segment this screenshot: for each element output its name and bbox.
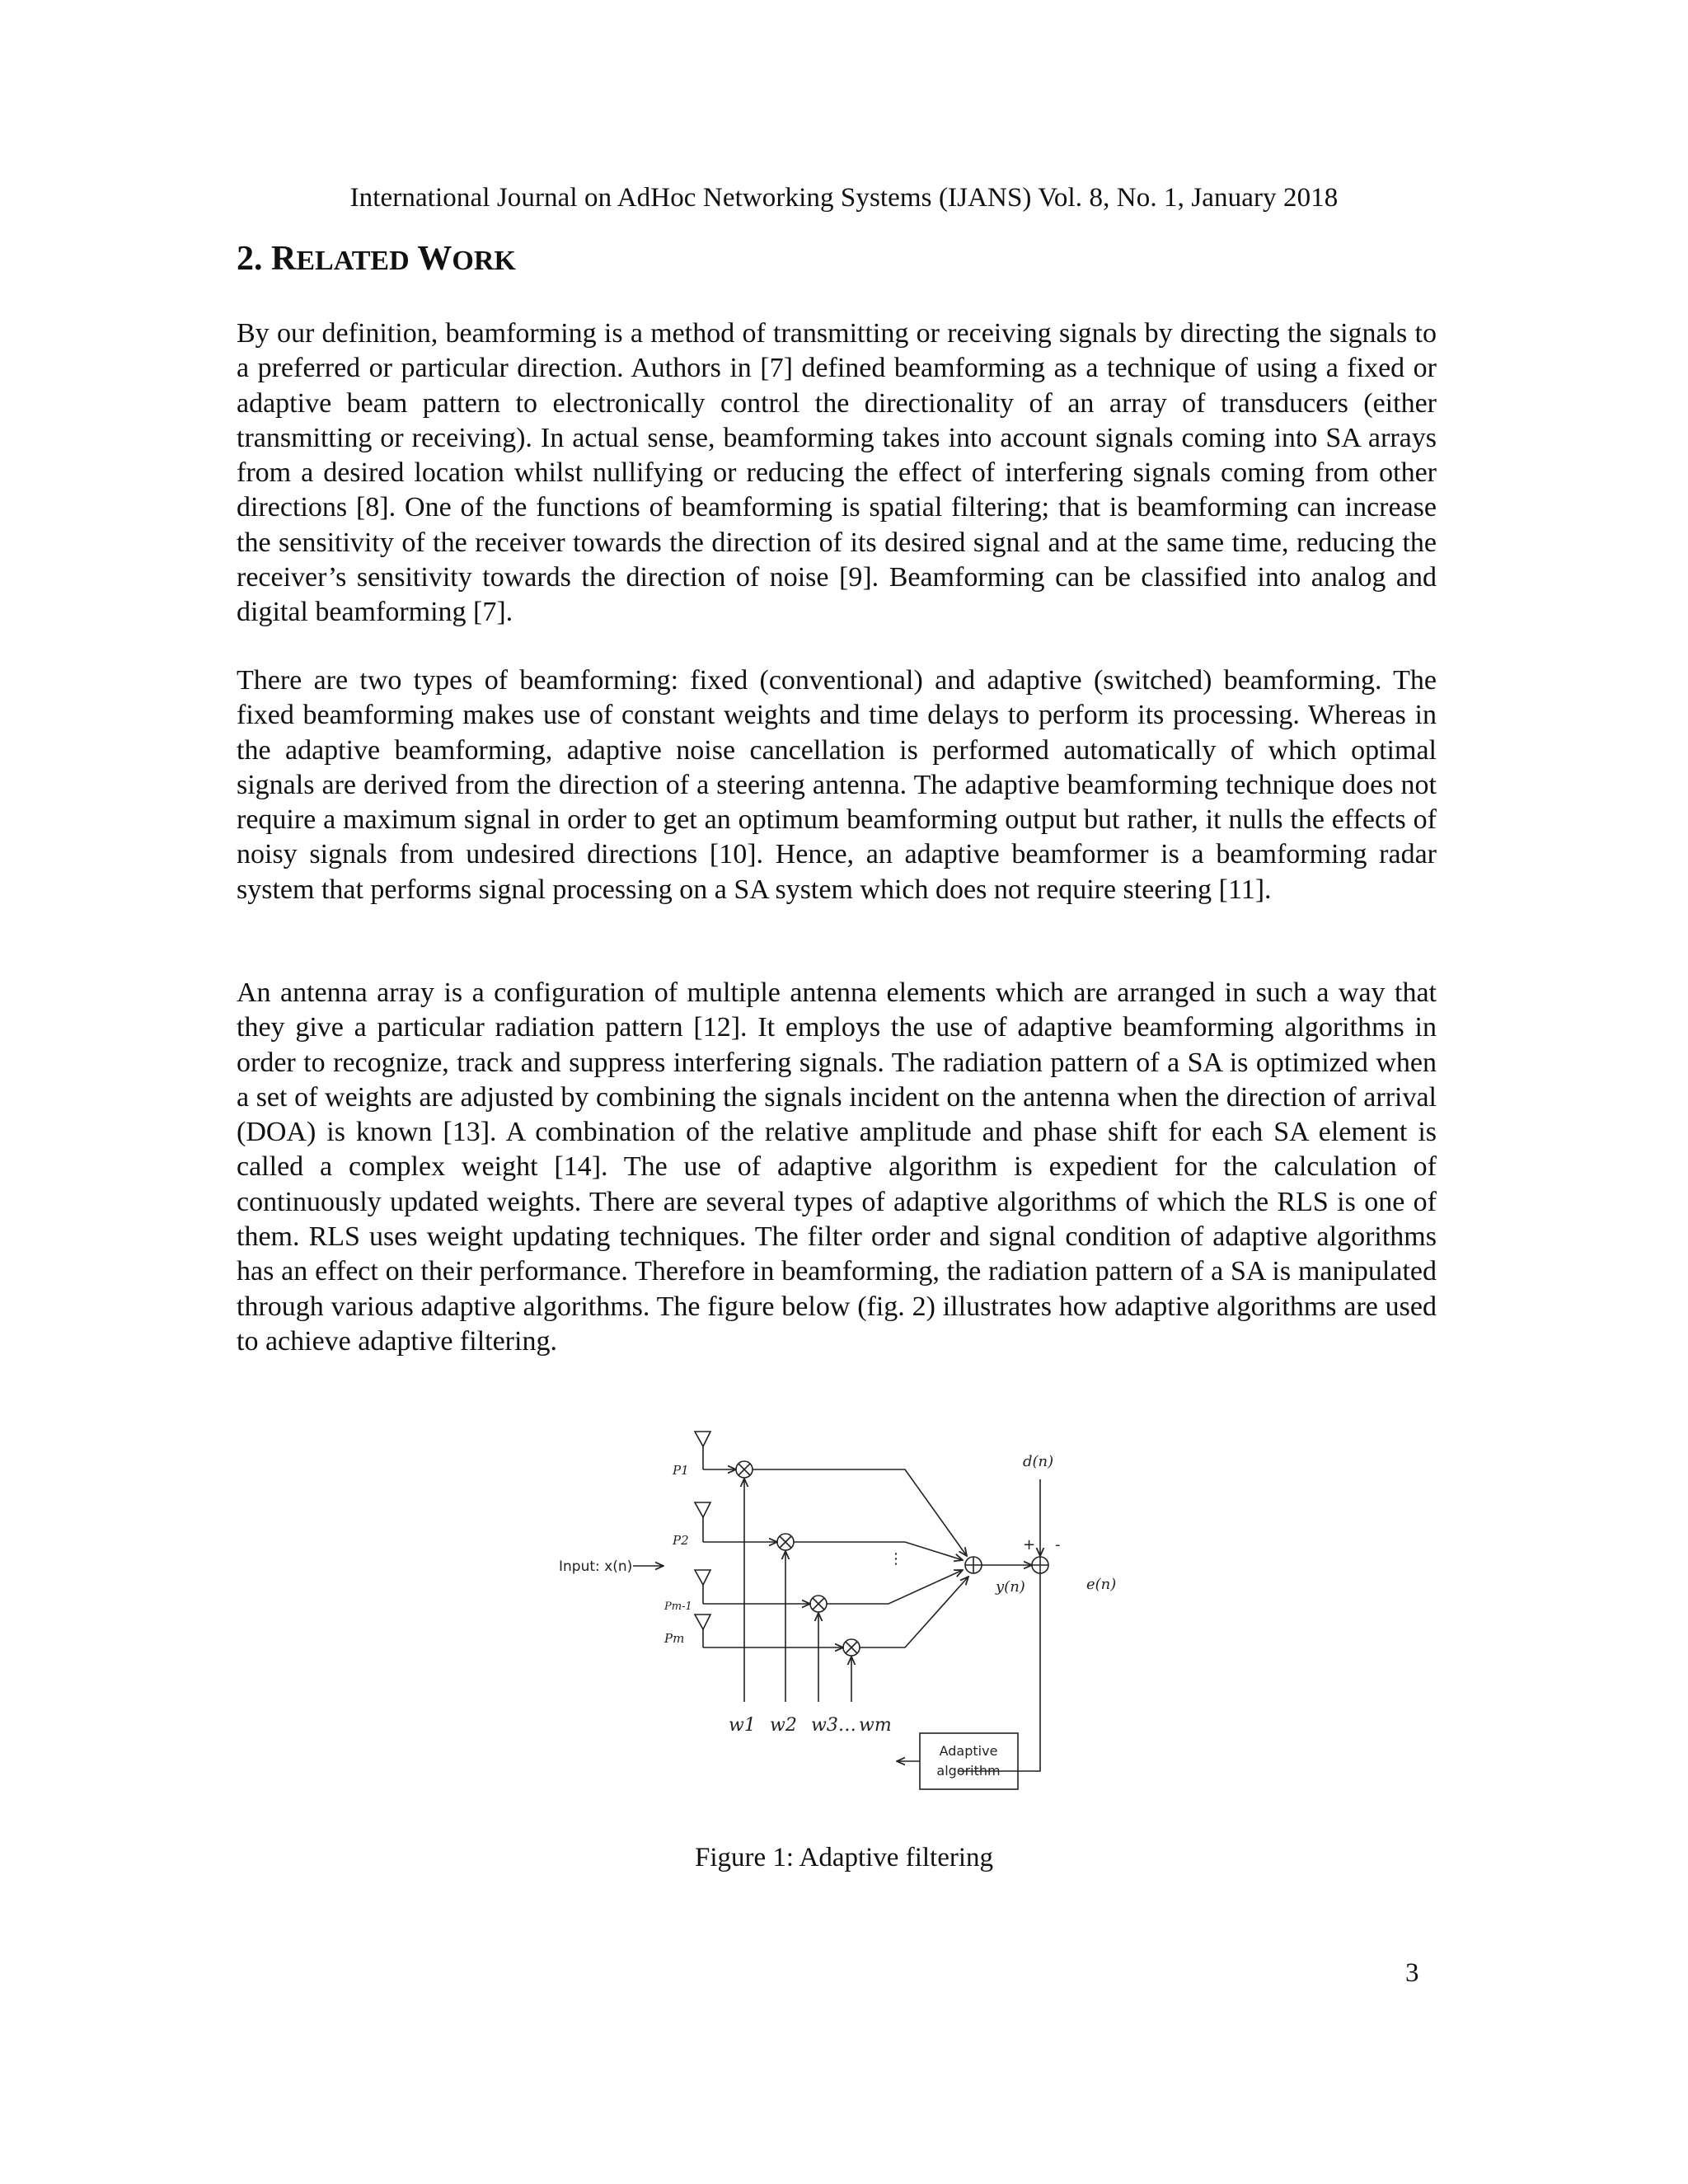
section-number: 2. [237,240,263,278]
antenna-label-p2: P2 [673,1533,689,1548]
output-label: y(n) [996,1578,1025,1596]
running-head: International Journal on AdHoc Networking Systems (IJANS) Vol. 8, No. 1, January 2018 [349,183,1339,213]
paragraph-antenna-array: An antenna array is a configuration of multiple antenna elements which are arranged in such a way that they give a particular radiation pattern [12]. It employs the use of adaptive beamforming algorithms in order to recognize, track and suppress interfering signals. The radiation pattern of a SA is optimized when a set of weights are adjusted by combining the signals incident on the antenna when the direction of arrival (DOA) is known [13]. A combination of the relative amplitude and phase shift for each SA element is called a complex weight [14]. The use of adaptive algorithm is expedient for the calculation of continuously updated weights. There are several types of adaptive algorithms of which the RLS is one of them. RLS uses weight updating techniques. The filter order and signal condition of adaptive algorithms has an effect on their performance. Therefore in beamforming, the radiation pattern of a SA is manipulated through various adaptive algorithms. The figure below (fig. 2) illustrates how adaptive algorithms are used to achieve adaptive filtering. [237,977,1437,1357]
antenna-label-p1: P1 [673,1463,689,1478]
minus-sign: - [1055,1536,1061,1554]
multiplier-icon-2 [777,1534,794,1550]
algorithm-box-line-1: Adaptive [939,1743,998,1759]
multiplier-icon-3 [810,1596,827,1612]
paragraph-beamforming-types: There are two types of beamforming: fixed (conventional) and adaptive (switched) beamforming. The fixed beamforming makes use of constant weights and time delays to perform its processing. Whereas in the adaptive beamforming, adaptive noise cancellation is performed automatically of which optimal signals are derived from the direction of a steering antenna. The adaptive beamforming technique does not require a maximum signal in order to get an optimum beamforming output but rather, it nulls the effects of noisy signals from undesired directions [10]. Hence, an adaptive beamformer is a beamforming radar system that performs signal processing on a SA system which does not require steering [11]. [237,665,1437,905]
continuation-dots: ⋮ [889,1550,903,1568]
multiplier-icon-1 [736,1461,753,1478]
input-label: Input: x(n) [559,1558,633,1575]
antenna-icon-1 [695,1432,710,1469]
antenna-icon-4 [695,1615,710,1647]
weight-label-w2: w2 [770,1715,797,1736]
page-number: 3 [1405,1958,1419,1988]
figure-caption: Figure 1: Adaptive filtering [694,1843,994,1872]
title-rest-ork: ORK [452,246,516,276]
weight-label-w3: w3… [811,1715,856,1736]
section-title-word-2 [417,240,515,278]
weight-label-w1: w1 [729,1715,756,1736]
summer-icon [965,1557,982,1573]
adaptive-algorithm-box [920,1733,1018,1789]
multiplier-icon-4 [843,1639,860,1656]
title-rest-elated: ELATED [296,246,410,276]
antenna-label-pm: Pm [664,1631,685,1646]
algorithm-box-line-2: algorithm [936,1763,1001,1779]
section-title [237,239,516,279]
antenna-icon-3 [695,1570,710,1604]
title-initial-r: R [271,240,297,278]
desired-signal-label: d(n) [1023,1453,1054,1470]
title-initial-w: W [417,240,452,278]
weight-label-wm: wm [859,1715,892,1736]
adaptive-filtering-diagram [528,1422,1146,1801]
error-label: e(n) [1086,1576,1117,1593]
antenna-icon-2 [695,1502,710,1542]
plus-sign: + [1023,1536,1036,1554]
error-summer-icon [1032,1557,1048,1573]
section-title-word-1 [271,240,410,278]
paragraph-beamforming-definition: By our definition, beamforming is a method of transmitting or receiving signals by directing the signals to a preferred or particular direction. Authors in [7] defined beamforming as a technique of using a fixed or adaptive beam pattern to electronically control the directionality of an array of transducers (either transmitting or receiving). In actual sense, beamforming takes into account signals coming into SA arrays from a desired location whilst nullifying or reducing the effect of interfering signals coming from other directions [8]. One of the functions of beamforming is spatial filtering; that is beamforming can increase the sensitivity of the receiver towards the direction of its desired signal and at the same time, reducing the receiver’s sensitivity towards the direction of noise [9]. Beamforming can be classified into analog and digital beamforming [7]. [237,318,1437,628]
antenna-label-pm-1: Pm-1 [664,1601,692,1613]
